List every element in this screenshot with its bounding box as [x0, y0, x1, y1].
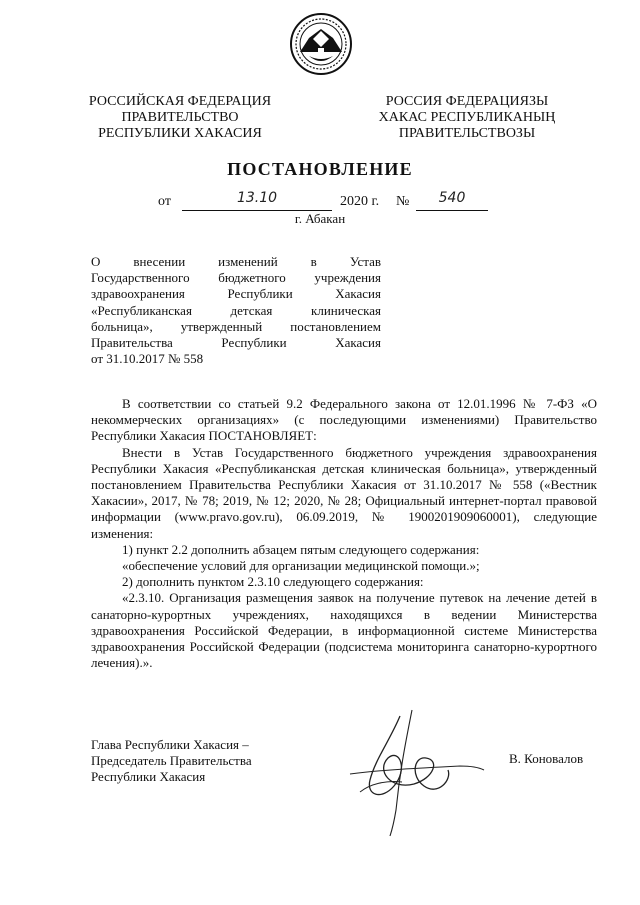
header-right	[356, 94, 578, 142]
handwritten-signature	[330, 700, 490, 840]
year-text: 2020 г.	[340, 194, 380, 209]
subject-line: здравоохранения Республики Хакасия	[91, 286, 381, 302]
subject-block	[91, 254, 381, 367]
body-paragraph: «2.3.10. Организация размещения заявок на получение путевок на лечение детей в санаторно-курортных учреждениях, находящихся в ведении Министерства здравоохранения Российской Федерации, в информационной системе Министерства здравоохранения Российской Федерации (подсистема мониторинга санаторно-курортного лечения).».	[91, 590, 597, 671]
coat-of-arms-emblem	[289, 12, 353, 76]
subject-line: Государственного бюджетного учреждения	[91, 270, 381, 286]
subject-line: от 31.10.2017 № 558	[91, 351, 204, 367]
subject-line: О внесении изменений в Устав	[91, 254, 381, 269]
body-paragraph: 1) пункт 2.2 дополнить абзацем пятым следующего содержания:	[122, 541, 480, 557]
number-underline	[416, 190, 488, 211]
body-paragraph: Внести в Устав Государственного бюджетного учреждения здравоохранения Республики Хакасия «Республиканская детская клиническая больница», утвержденный постановлением Правительства Республики Хакасия от 31.10.2017 № 558 («Вестник Хакасии», 2017, № 78; 2019, № 12; 2020, № 28; Официальный интернет-портал правовой информации (www.pravo.gov.ru), 06.09.2019, № 1900201909060001), следующие изменения:	[91, 444, 597, 541]
document-title: ПОСТАНОВЛЕНИЕ	[227, 159, 413, 179]
header-left-line: ПРАВИТЕЛЬСТВО	[121, 110, 239, 125]
date-prefix: от	[158, 194, 171, 209]
body-text	[91, 396, 597, 671]
signatory-position-line: Глава Республики Хакасия –	[91, 737, 249, 752]
signatory-position-line: Республики Хакасия	[91, 769, 206, 785]
signatory-position	[91, 737, 311, 786]
date-underline	[182, 190, 332, 211]
city: г. Абакан	[294, 211, 346, 226]
body-paragraph: 2) дополнить пунктом 2.3.10 следующего содержания:	[122, 574, 424, 590]
handwritten-date: 13.10	[236, 190, 278, 206]
header-left-line: РЕСПУБЛИКИ ХАКАСИЯ	[98, 126, 262, 141]
subject-line: Правительства Республики Хакасия	[91, 335, 381, 351]
header-left-line: РОССИЙСКАЯ ФЕДЕРАЦИЯ	[88, 94, 272, 109]
body-paragraph: В соответствии со статьей 9.2 Федерального закона от 12.01.1996 № 7-ФЗ «О некоммерческих организациях» (с последующими изменениями) Правительство Республики Хакасия ПОСТАНОВЛЯЕТ:	[91, 396, 597, 444]
header-right-line: РОССИЯ ФЕДЕРАЦИЯЗЫ	[385, 94, 549, 109]
header-right-line: ПРАВИТЕЛЬСТВОЗЫ	[398, 126, 536, 141]
subject-line: «Республиканская детская клиническая	[91, 302, 381, 318]
signatory-position-line: Председатель Правительства	[91, 753, 252, 769]
date-number-row	[158, 190, 488, 212]
signatory-name: В. Коновалов	[509, 751, 584, 766]
header-left	[80, 94, 280, 142]
subject-line: больница», утвержденный постановлением	[91, 318, 381, 334]
handwritten-number: 540	[438, 190, 466, 206]
body-paragraph: «обеспечение условий для организации медицинской помощи.»;	[122, 558, 480, 574]
number-label: №	[396, 194, 410, 209]
header-right-line: ХАКАС РЕСПУБЛИКАНЫҢ	[378, 110, 556, 125]
